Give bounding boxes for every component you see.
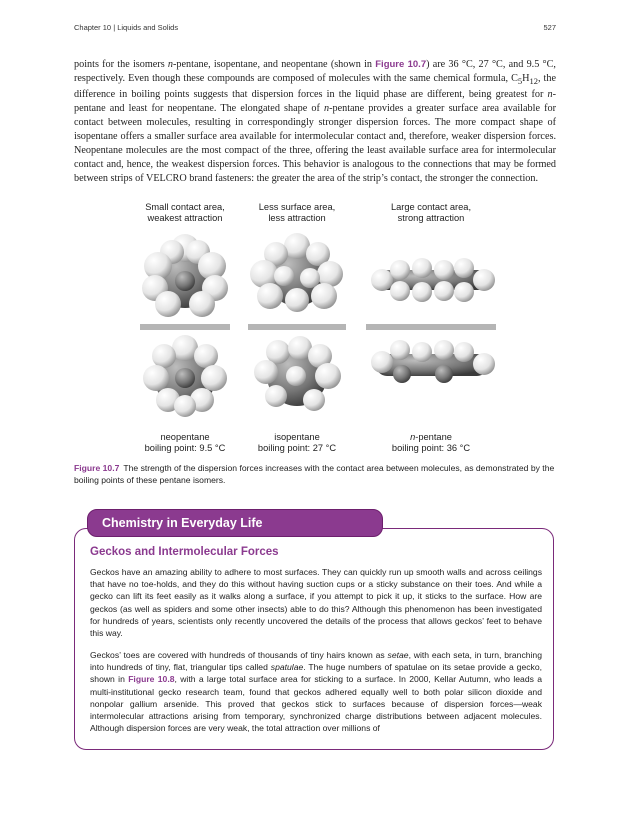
isopentane-model-bottom [254, 336, 341, 411]
feature-paragraph-1: Geckos have an amazing ability to adhere to most surfaces. They can quickly run up smooth walls and across ceilings that have no toe-holds, and they do this without having suction cups or a sticky substance on their toes. And while a gecko can lift its feet easily as it walks along a surface, if you attempt to pick it up, it sticks to the surface. How are geckos (as well as spiders and some other insects) able to do this? Although this phenomenon has been investigated for hundreds of years, scientists only recently uncovered the details of the process that allows geckos’ feet to behave this way. [90, 567, 542, 639]
chapter-title: Chapter 10 | Liquids and Solids [74, 23, 179, 32]
figure-10-7-link[interactable]: Figure 10.7 [375, 59, 427, 70]
feature-tab: Chemistry in Everyday Life [87, 509, 383, 537]
isopentane-model-top [250, 233, 343, 312]
label-isopentane-top-1: Less surface area, [258, 202, 336, 212]
npentane-model-bottom [371, 340, 495, 383]
label-isopentane-top-2: less attraction [268, 213, 326, 223]
contact-strips [140, 324, 496, 330]
npentane-model-top [371, 258, 495, 302]
label-neopentane-bp: boiling point: 9.5 °C [144, 443, 226, 453]
label-isopentane-bp: boiling point: 27 °C [257, 443, 337, 453]
feature-paragraph-2: Geckos’ toes are covered with hundreds of thousands of tiny hairs known as setae, with each seta, in turn, branching into hundreds of tiny, flat, triangular tips called spatulae. The huge numbers of spatulae on its setae provide a gecko, shown in Figure 10.8, with a large total surface area for sticking to a surface. In 2000, Kellar Autumn, who leads a multi-institutional gecko research team, found that geckos adhered equally well to both polar silicon dioxide and nonpolar gallium arsenide. This proved that geckos stick to surfaces because of dispersion forces—weak intermolecular attractions arising from temporary, synchronized charge distributions between adjacent molecules. Although dispersion forces are very weak, the total attraction over millions of [90, 650, 542, 734]
label-npentane-bp: boiling point: 36 °C [391, 443, 471, 453]
neopentane-model-bottom [143, 335, 227, 417]
figure-10-8-link[interactable]: Figure 10.8 [128, 674, 175, 685]
figure-caption: Figure 10.7 The strength of the dispersion forces increases with the contact area between molecules, as demonstrated by the boiling points of these pentane isomers. [74, 463, 555, 485]
label-npentane-name: n-pentane [410, 432, 452, 442]
figure-label: Figure 10.7 [74, 463, 120, 473]
neopentane-model-top [142, 234, 228, 317]
label-neopentane-name: neopentane [160, 432, 210, 442]
pentane-isomers-figure [100, 196, 530, 458]
label-neopentane-top-1: Small contact area, [145, 202, 225, 212]
label-npentane-top-2: strong attraction [397, 213, 465, 223]
feature-heading: Geckos and Intermolecular Forces [90, 546, 279, 558]
label-neopentane-top-2: weakest attraction [147, 213, 223, 223]
label-npentane-top-1: Large contact area, [390, 202, 472, 212]
intro-paragraph: points for the isomers n-pentane, isopentane, and neopentane (shown in Figure 10.7) are 36 °C, 27 °C, and 9.5 °C, respectively. Even though these compounds are composed of molecules with the same chemical formula, $C_5H_{12}$, the difference in boiling points suggests that dispersion forces in the liquid phase are different, being greatest for n-pentane and least for neopentane. The elongated shape of n-pentane provides a greater surface area available for contact between molecules, resulting in correspondingly stronger dispersion forces. The more compact shape of isopentane offers a smaller surface area available for intermolecular contact and, therefore, weaker dispersion forces. Neopentane molecules are the most compact of the three, offering the least available surface area for intermolecular contact and, hence, the weakest dispersion forces. This behavior is analogous to the connections that may be formed between strips of VELCRO brand fasteners: the greater the area of the strip’s contact, the stronger the connection. [74, 59, 556, 185]
page-header [74, 23, 556, 32]
label-isopentane-name: isopentane [274, 432, 320, 442]
page-number: 527 [543, 23, 556, 32]
